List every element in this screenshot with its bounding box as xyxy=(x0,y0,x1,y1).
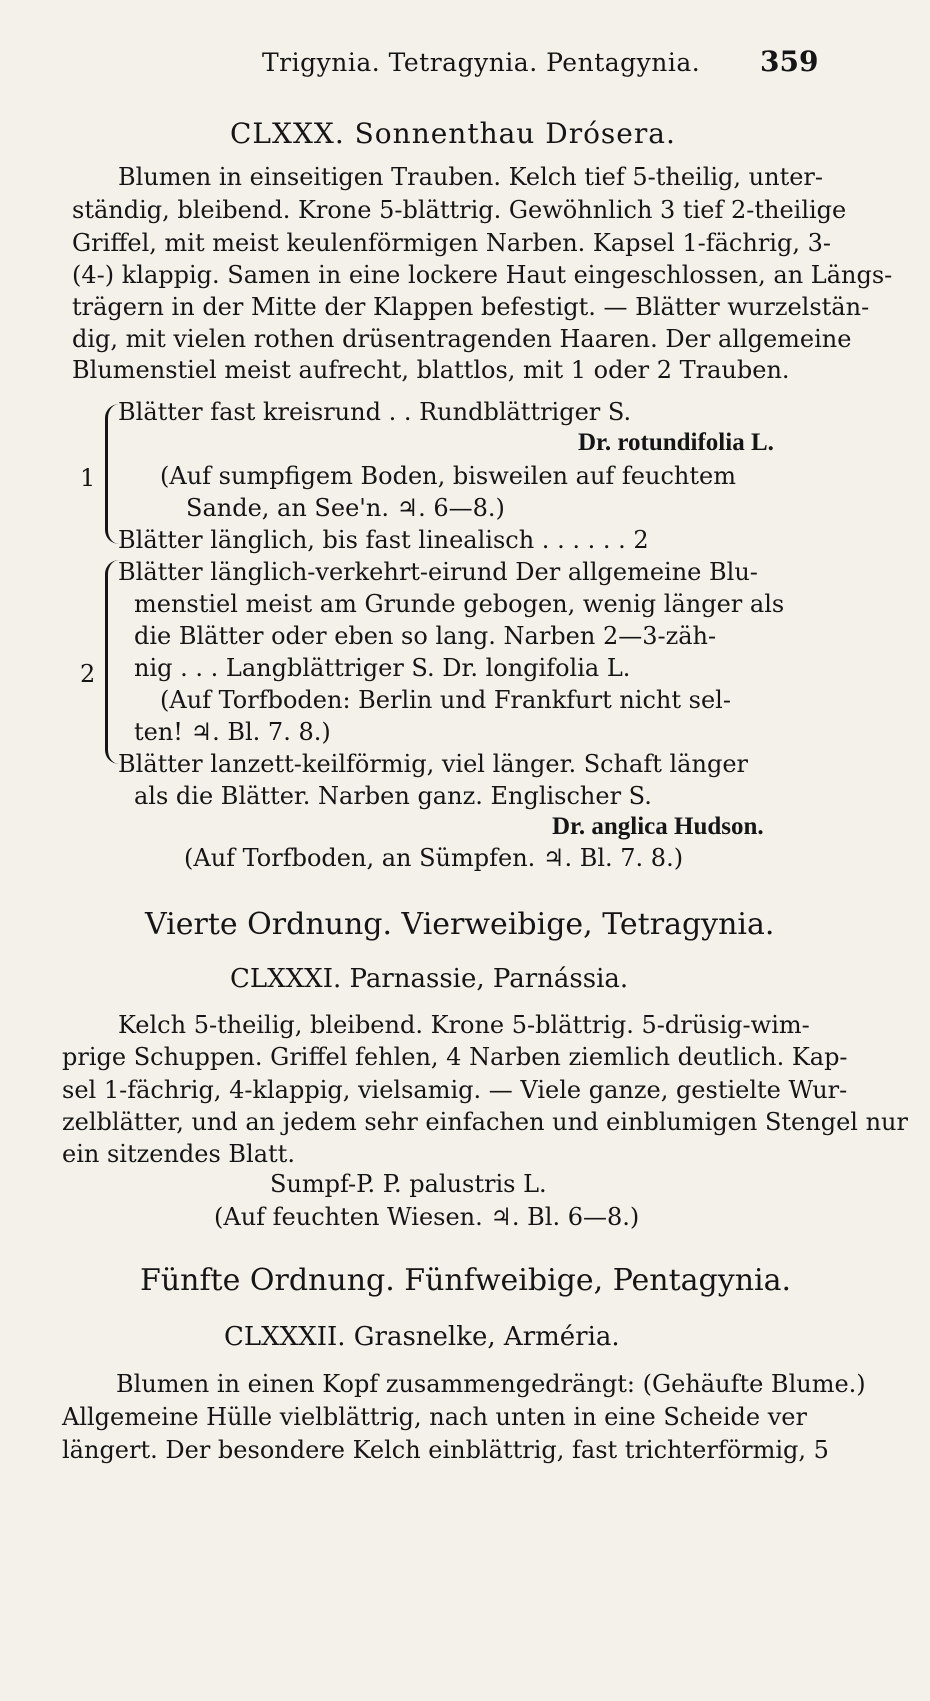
key-line: Blätter lanzett-keilförmig, viel länger. Schaft länger xyxy=(118,750,748,778)
description-line: ein sitzendes Blatt. xyxy=(62,1140,295,1168)
habitat-note: (Auf sumpfigem Boden, bisweilen auf feuchtem xyxy=(160,462,736,490)
key-line: Blätter fast kreisrund . . Rundblättriger S. xyxy=(118,398,632,426)
description-line: zelblätter, und an jedem sehr einfachen und einblumigen Stengel nur xyxy=(62,1108,908,1136)
genus-heading-drosera: CLXXX. Sonnenthau Drósera. xyxy=(230,117,676,150)
description-line: Blumen in einen Kopf zusammengedrängt: (Gehäufte Blume.) xyxy=(116,1370,866,1398)
genus-heading-armeria: CLXXXII. Grasnelke, Arméria. xyxy=(224,1322,620,1352)
running-header: Trigynia. Tetragynia. Pentagynia. xyxy=(262,48,701,77)
order-heading-tetragynia: Vierte Ordnung. Vierweibige, Tetragynia. xyxy=(145,907,775,942)
species-name: Sumpf-P. P. palustris L. xyxy=(270,1170,547,1198)
description-line: sel 1-fächrig, 4-klappig, vielsamig. — Viele ganze, gestielte Wur- xyxy=(62,1076,848,1104)
description-line: (4-) klappig. Samen in eine lockere Haut eingeschlossen, an Längs- xyxy=(72,261,893,289)
key-number-1: 1 xyxy=(80,464,96,492)
species-latin-name: Dr. rotundifolia L. xyxy=(578,429,774,456)
key-line: nig . . . Langblättriger S. Dr. longifolia L. xyxy=(134,654,631,682)
description-line: Griffel, mit meist keulenförmigen Narben. Kapsel 1-fächrig, 3- xyxy=(72,229,831,257)
description-line: Kelch 5-theilig, bleibend. Krone 5-blättrig. 5-drüsig-wim- xyxy=(118,1011,810,1039)
description-line: Blumen in einseitigen Trauben. Kelch tief 5-theilig, unter- xyxy=(118,163,824,191)
key-line: menstiel meist am Grunde gebogen, wenig länger als xyxy=(134,590,785,618)
key-line: die Blätter oder eben so lang. Narben 2—3-zäh- xyxy=(134,622,717,650)
description-line: Blumenstiel meist aufrecht, blattlos, mit 1 oder 2 Trauben. xyxy=(72,356,790,384)
description-line: dig, mit vielen rothen drüsentragenden Haaren. Der allgemeine xyxy=(72,325,852,353)
description-line: längert. Der besondere Kelch einblättrig, fast trichterförmig, 5 xyxy=(62,1436,829,1464)
habitat-note: ten! ♃. Bl. 7. 8.) xyxy=(134,718,331,746)
key-brace-2 xyxy=(105,560,122,764)
key-line: Blätter länglich-verkehrt-eirund Der allgemeine Blu- xyxy=(118,558,758,586)
species-latin-name: Dr. anglica Hudson. xyxy=(552,813,764,840)
description-line: trägern in der Mitte der Klappen befestigt. — Blätter wurzelstän- xyxy=(72,293,870,321)
order-heading-pentagynia: Fünfte Ordnung. Fünfweibige, Pentagynia. xyxy=(140,1263,792,1298)
habitat-note: (Auf Torfboden, an Sümpfen. ♃. Bl. 7. 8.) xyxy=(184,844,684,872)
key-number-2: 2 xyxy=(80,660,96,688)
key-line: als die Blätter. Narben ganz. Englischer S. xyxy=(134,782,652,810)
description-line: ständig, bleibend. Krone 5-blättrig. Gewöhnlich 3 tief 2-theilige xyxy=(72,196,847,224)
genus-heading-parnassia: CLXXXI. Parnassie, Parnássia. xyxy=(230,964,629,994)
key-line: Blätter länglich, bis fast linealisch . . . . . . 2 xyxy=(118,526,649,554)
habitat-note: Sande, an See'n. ♃. 6—8.) xyxy=(186,494,505,522)
description-line: Allgemeine Hülle vielblättrig, nach unten in eine Scheide ver xyxy=(62,1403,807,1431)
habitat-note: (Auf feuchten Wiesen. ♃. Bl. 6—8.) xyxy=(214,1203,640,1231)
description-line: prige Schuppen. Griffel fehlen, 4 Narben ziemlich deutlich. Kap- xyxy=(62,1043,848,1071)
habitat-note: (Auf Torfboden: Berlin und Frankfurt nicht sel- xyxy=(160,686,731,714)
page-number: 359 xyxy=(760,45,819,78)
